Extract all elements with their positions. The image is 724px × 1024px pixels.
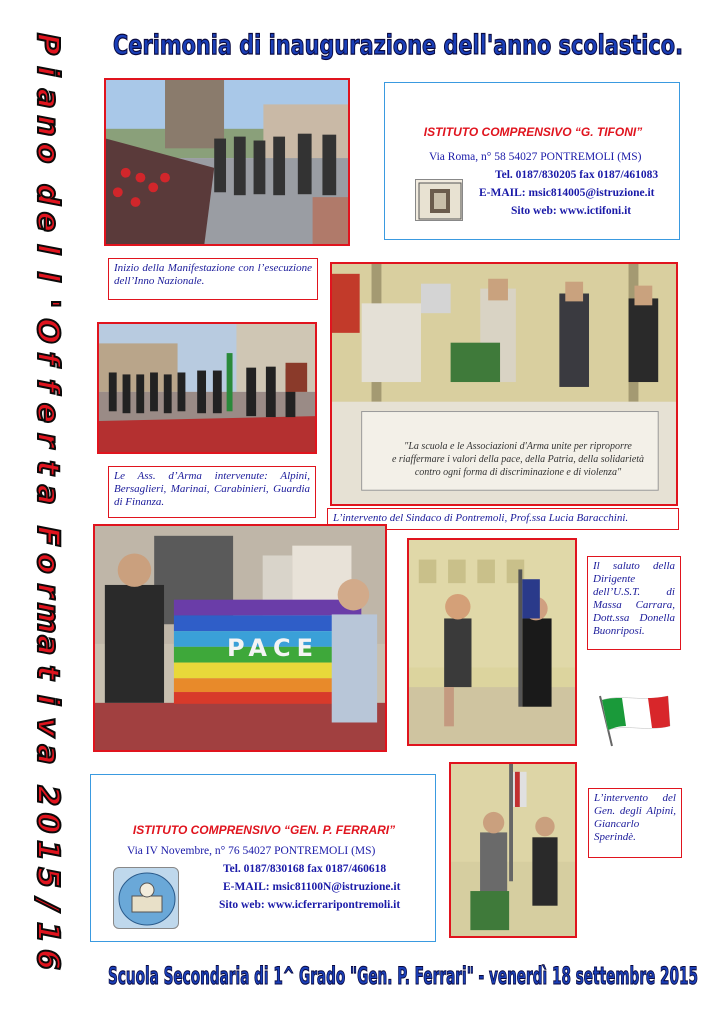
photo-associazioni-arma (97, 322, 317, 454)
school-info-tifoni (384, 82, 680, 240)
photo-bandiera-pace (93, 524, 387, 752)
caption-dirigente: Il saluto della Dirigente dell’U.S.T. di Massa Carrara, Dott.ssa Donella Buonriposi. (587, 556, 681, 650)
vertical-title-letter: a (30, 635, 65, 656)
vertical-title-letter: 2 (30, 785, 65, 807)
caption-associazioni-arma: Le Ass. d’Arma intervenute: Alpini, Bersaglieri, Marinai, Carabinieri, Guardia di Finanza. (108, 466, 316, 518)
vertical-title-letter: i (29, 66, 65, 77)
vertical-title-letter: e (30, 211, 65, 232)
vertical-title-letter: O (30, 318, 65, 344)
banner-line-3: contro ogni forma di discriminazione e di violenza" (414, 467, 622, 478)
vertical-title-graphic (4, 18, 96, 1018)
vertical-title-letter: 6 (30, 949, 65, 971)
banner-line-1: "La scuola e le Associazioni d'Arma unite per riproporre (404, 441, 632, 452)
school1-name: ISTITUTO COMPRENSIVO “G. TIFONI” (423, 125, 643, 139)
page-title (98, 14, 698, 68)
vertical-title-letter: e (30, 402, 65, 424)
vertical-title-letter: a (30, 484, 65, 505)
school1-logo (415, 179, 463, 221)
vertical-title-letter: o (30, 553, 65, 574)
photo-ceremony-students (104, 78, 350, 246)
vertical-title-letter: 1 (30, 839, 65, 861)
vertical-title-letter: l (30, 243, 65, 255)
school1-phone: Tel. 0187/830205 fax 0187/461083 (495, 169, 659, 181)
school-info-ferrari (90, 774, 436, 942)
school1-address: Via Roma, n° 58 54027 PONTREMOLI (MS) (429, 151, 642, 163)
vertical-title-letter: 0 (30, 812, 65, 834)
school1-website[interactable]: Sito web: www.ictifoni.it (511, 205, 632, 217)
vertical-title (4, 18, 96, 1018)
vertical-title-letter: F (30, 525, 65, 547)
vertical-title-letter: 5 (30, 867, 65, 889)
caption-generale-alpini: L’intervento del Gen. degli Alpini, Giancarlo Sperindè. (588, 788, 682, 858)
school1-email[interactable]: E-MAIL: msic814005@istruzione.it (479, 187, 655, 199)
photo-generale-alpini (449, 762, 577, 938)
vertical-title-letter: 1 (30, 921, 65, 943)
vertical-title-letter: f (30, 351, 65, 365)
school2-email[interactable]: E-MAIL: msic81100N@istruzione.it (223, 881, 401, 893)
school2-logo (113, 867, 179, 929)
vertical-title-letter: t (30, 665, 65, 680)
vertical-title-letter: P (30, 33, 65, 55)
vertical-title-letter: a (30, 88, 65, 109)
vertical-title-letter: a (30, 744, 65, 765)
school2-website[interactable]: Sito web: www.icferraripontremoli.it (219, 899, 401, 911)
vertical-title-letter: o (30, 142, 65, 164)
caption-inno-nazionale: Inizio della Manifestazione con l’esecuzione dell’Inno Nazionale. (108, 258, 318, 300)
stage-banner (368, 440, 668, 479)
vertical-title-letter: v (30, 717, 65, 737)
vertical-title-letter: d (30, 183, 65, 206)
vertical-title-letter: ' (30, 299, 65, 309)
banner-line-2: e riaffermare i valori della pace, della Patria, della solidarietà (391, 454, 645, 465)
vertical-title-letter: n (30, 115, 65, 137)
header-title: Cerimonia di inaugurazione dell'anno scolastico. (113, 30, 683, 61)
peace-flag-text: PACE (227, 634, 319, 662)
italian-flag-icon (592, 690, 674, 748)
photo-dirigente (407, 538, 577, 746)
school2-phone: Tel. 0187/830168 fax 0187/460618 (223, 863, 387, 875)
vertical-title-letter: m (30, 602, 65, 634)
vertical-title-letter: t (30, 460, 65, 475)
caption-sindaco: L’intervento del Sindaco di Pontremoli, Prof.ssa Lucia Baracchini. (327, 508, 679, 530)
vertical-title-letter: i (30, 694, 65, 706)
school2-name: ISTITUTO COMPRENSIVO “GEN. P. FERRARI” (132, 823, 396, 837)
footer-title-text: Scuola Secondaria di 1^ Grado "Gen. P. Ferrari" - venerdì 18 settembre 2015 (108, 962, 698, 990)
vertical-title-letter: f (30, 379, 65, 393)
footer-title (98, 948, 708, 998)
school2-address: Via IV Novembre, n° 76 54027 PONTREMOLI (MS) (127, 845, 376, 857)
vertical-title-letter: r (30, 432, 65, 448)
vertical-title-letter: r (30, 583, 65, 599)
vertical-title-letter: l (30, 271, 65, 282)
vertical-title-letter: / (30, 899, 65, 911)
photo-sindaco-stage (330, 262, 678, 506)
